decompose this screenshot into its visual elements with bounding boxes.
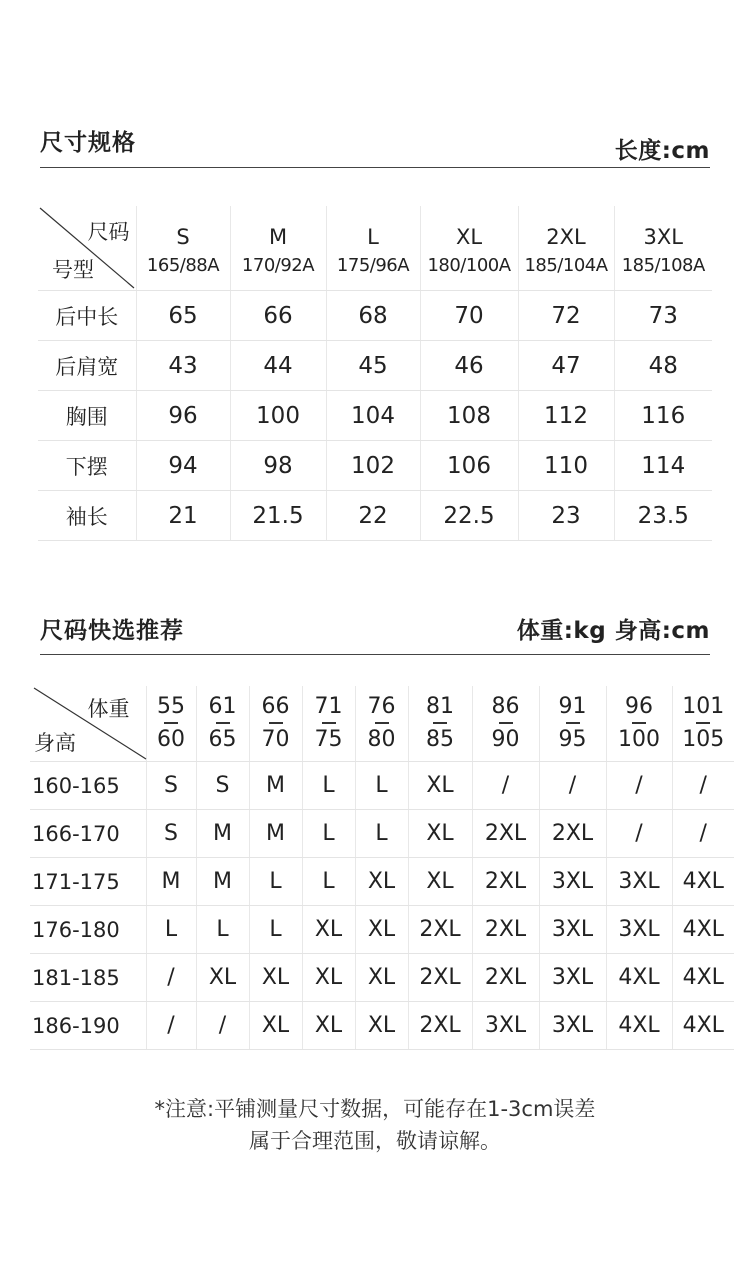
weight-high: 60 [157,726,185,752]
measure-value: 72 [518,291,614,341]
quick-corner-top-label: 体重 [87,697,130,721]
weight-range [682,693,725,752]
size-label: 2XL [546,224,586,249]
measure-value: 23 [518,491,614,541]
recommended-size: 3XL [539,906,606,954]
measure-value: 43 [136,341,230,391]
weight-range [208,693,237,752]
recommended-size: / [672,810,734,858]
range-dash [375,722,389,724]
recommended-size: 4XL [672,1002,734,1050]
size-column-header [614,206,712,291]
weight-low: 91 [558,693,587,719]
measure-value: 21.5 [230,491,326,541]
spec-corner-bottom-label: 号型 [52,258,94,282]
weight-column-header [606,686,672,762]
range-dash [632,722,646,724]
recommended-size: / [196,1002,249,1050]
weight-column-header [672,686,734,762]
weight-high: 85 [426,726,454,752]
measure-value: 70 [420,291,518,341]
range-dash [696,722,710,724]
range-dash [216,722,230,724]
recommended-size: 2XL [472,858,539,906]
measure-value: 23.5 [614,491,712,541]
range-dash [433,722,447,724]
recommended-size: M [196,810,249,858]
recommended-size: 2XL [472,954,539,1002]
recommended-size: XL [355,906,408,954]
size-type-label: 175/96A [336,254,410,276]
quick-header-row [30,686,734,762]
height-range-label: 181-185 [30,954,146,1002]
measure-label: 后肩宽 [38,341,136,391]
table-row [30,906,734,954]
weight-high: 65 [208,726,237,752]
quick-divider [40,654,710,655]
recommended-size: XL [249,954,302,1002]
table-row [38,441,712,491]
measure-value: 22 [326,491,420,541]
recommended-size: L [196,906,249,954]
weight-low: 101 [682,693,725,719]
recommended-size: 3XL [539,1002,606,1050]
weight-range [367,693,396,752]
recommended-size: 2XL [472,906,539,954]
recommended-size: XL [302,1002,355,1050]
recommended-size: S [196,762,249,810]
height-range-label: 166-170 [30,810,146,858]
measure-value: 48 [614,341,712,391]
table-row [30,1002,734,1050]
recommended-size: XL [302,906,355,954]
size-type-label: 165/88A [146,254,220,276]
size-label: S [176,224,190,249]
recommended-size: XL [355,954,408,1002]
range-dash [566,722,580,724]
weight-range [314,693,343,752]
measure-value: 106 [420,441,518,491]
range-dash [164,722,178,724]
recommended-size: M [249,810,302,858]
recommended-size: 3XL [606,906,672,954]
note-line-2: 属于合理范围，敬请谅解。 [249,1129,501,1153]
recommended-size: 3XL [472,1002,539,1050]
table-row [38,391,712,441]
weight-low: 55 [157,693,185,719]
weight-range [618,693,660,752]
weight-high: 90 [491,726,520,752]
weight-low: 81 [426,693,454,719]
measure-label: 袖长 [38,491,136,541]
table-row [38,341,712,391]
spec-corner-header [38,206,136,291]
measure-value: 102 [326,441,420,491]
spec-header [40,118,710,170]
measure-value: 116 [614,391,712,441]
recommended-size: L [302,810,355,858]
recommended-size: S [146,762,196,810]
weight-low: 71 [314,693,343,719]
recommended-size: L [302,858,355,906]
recommended-size: / [606,762,672,810]
recommended-size: L [146,906,196,954]
weight-range [426,693,454,752]
measure-value: 45 [326,341,420,391]
measure-value: 44 [230,341,326,391]
weight-low: 86 [491,693,520,719]
recommended-size: 2XL [539,810,606,858]
recommended-size: XL [355,1002,408,1050]
table-row [30,810,734,858]
spec-header-row [38,206,712,291]
recommended-size: 4XL [606,954,672,1002]
size-column-header [518,206,614,291]
spec-corner-top-label: 尺码 [87,220,130,244]
weight-low: 96 [625,693,653,719]
recommended-size: S [146,810,196,858]
table-row [30,762,734,810]
recommended-size: M [249,762,302,810]
weight-column-header [539,686,606,762]
size-recommend-table [30,686,734,1050]
size-column-header [326,206,420,291]
weight-column-header [146,686,196,762]
measure-value: 65 [136,291,230,341]
recommended-size: / [146,1002,196,1050]
measure-value: 66 [230,291,326,341]
recommended-size: 4XL [672,858,734,906]
measure-value: 47 [518,341,614,391]
spec-unit: 长度:cm [614,138,710,164]
recommended-size: XL [408,762,472,810]
recommended-size: L [355,810,408,858]
size-column-header [420,206,518,291]
spec-title: 尺寸规格 [40,130,136,156]
recommended-size: / [146,954,196,1002]
measure-label: 后中长 [38,291,136,341]
measure-value: 112 [518,391,614,441]
weight-high: 70 [261,726,290,752]
size-type-label: 185/108A [621,254,705,276]
recommended-size: / [672,762,734,810]
weight-low: 61 [208,693,237,719]
range-dash [322,722,336,724]
measure-value: 110 [518,441,614,491]
weight-column-header [408,686,472,762]
measure-value: 68 [326,291,420,341]
recommended-size: XL [408,810,472,858]
measure-value: 104 [326,391,420,441]
table-row [30,858,734,906]
height-range-label: 176-180 [30,906,146,954]
weight-high: 105 [682,726,725,752]
recommended-size: / [539,762,606,810]
size-label: L [367,224,379,249]
measure-value: 46 [420,341,518,391]
weight-high: 100 [618,726,660,752]
measure-value: 22.5 [420,491,518,541]
size-label: 3XL [643,224,683,249]
size-label: XL [455,224,483,249]
recommended-size: 2XL [408,906,472,954]
recommended-size: XL [196,954,249,1002]
range-dash [269,722,283,724]
recommended-size: 4XL [606,1002,672,1050]
weight-range [558,693,587,752]
weight-high: 95 [558,726,587,752]
weight-range [157,693,185,752]
recommended-size: M [146,858,196,906]
recommended-size: 3XL [539,954,606,1002]
measure-label: 下摆 [38,441,136,491]
recommended-size: 4XL [672,906,734,954]
recommended-size: XL [408,858,472,906]
measure-value: 96 [136,391,230,441]
weight-column-header [302,686,355,762]
recommended-size: 4XL [672,954,734,1002]
weight-column-header [249,686,302,762]
spec-divider [40,167,710,168]
measure-value: 94 [136,441,230,491]
quick-unit: 体重:kg 身高:cm [516,618,710,644]
size-column-header [136,206,230,291]
weight-high: 80 [367,726,396,752]
table-row [38,491,712,541]
height-range-label: 171-175 [30,858,146,906]
range-dash [499,722,513,724]
recommended-size: / [606,810,672,858]
size-column-header [230,206,326,291]
recommended-size: L [355,762,408,810]
size-spec-table [38,206,712,541]
size-type-label: 185/104A [524,254,608,276]
weight-low: 76 [367,693,396,719]
table-row [38,291,712,341]
size-type-label: 170/92A [241,254,315,276]
quick-header [40,606,710,658]
recommended-size: 3XL [606,858,672,906]
recommended-size: / [472,762,539,810]
table-row [30,954,734,1002]
note-line-1: *注意:平铺测量尺寸数据，可能存在1-3cm误差 [154,1097,596,1121]
weight-column-header [196,686,249,762]
recommended-size: 2XL [408,1002,472,1050]
recommended-size: 2XL [472,810,539,858]
recommended-size: XL [355,858,408,906]
measure-label: 胸围 [38,391,136,441]
size-type-label: 180/100A [427,254,511,276]
quick-title: 尺码快选推荐 [40,618,184,644]
recommended-size: XL [249,1002,302,1050]
quick-corner-header [30,686,146,762]
weight-low: 66 [261,693,290,719]
height-range-label: 186-190 [30,1002,146,1050]
size-label: M [268,224,288,249]
weight-column-header [355,686,408,762]
recommended-size: 2XL [408,954,472,1002]
measure-value: 108 [420,391,518,441]
measure-value: 98 [230,441,326,491]
weight-column-header [472,686,539,762]
recommended-size: L [302,762,355,810]
recommended-size: L [249,906,302,954]
recommended-size: L [249,858,302,906]
quick-corner-bottom-label: 身高 [34,731,76,755]
recommended-size: M [196,858,249,906]
recommended-size: XL [302,954,355,1002]
measure-value: 100 [230,391,326,441]
weight-high: 75 [314,726,343,752]
measure-value: 114 [614,441,712,491]
measure-value: 21 [136,491,230,541]
recommended-size: 3XL [539,858,606,906]
height-range-label: 160-165 [30,762,146,810]
weight-range [261,693,290,752]
measure-value: 73 [614,291,712,341]
weight-range [491,693,520,752]
